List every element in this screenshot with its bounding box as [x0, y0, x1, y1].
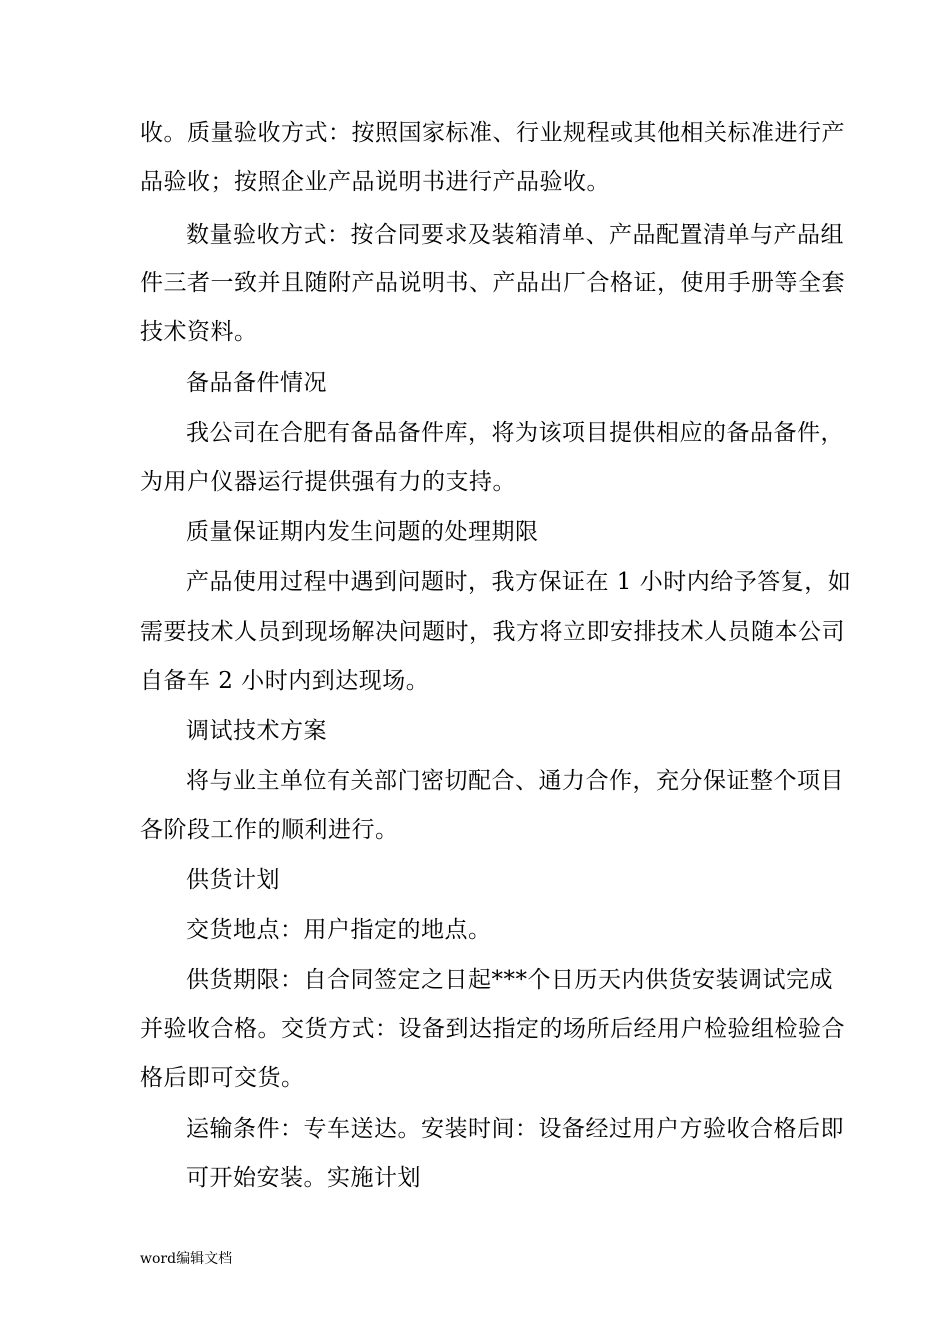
- text-line: 格后即可交货。: [140, 1065, 305, 1091]
- section-heading: 供货计划: [186, 867, 280, 893]
- section-heading: 备品备件情况: [186, 370, 327, 396]
- text-line: 品验收；按照企业产品说明书进行产品验收。: [140, 169, 610, 195]
- text-line: 为用户仪器运行提供强有力的支持。: [140, 469, 516, 495]
- text-line: 我公司在合肥有备品备件库，将为该项目提供相应的备品备件，: [186, 420, 844, 446]
- page-footer: word编辑文档: [140, 1251, 233, 1267]
- section-heading: 调试技术方案: [186, 718, 327, 744]
- text-line: 技术资料。: [140, 319, 258, 345]
- text-line: 运输条件：专车送达。安装时间：设备经过用户方验收合格后即: [186, 1116, 844, 1142]
- section-heading: 质量保证期内发生问题的处理期限: [186, 519, 539, 545]
- text-line: 交货地点：用户指定的地点。: [186, 917, 492, 943]
- text-line: 并验收合格。交货方式：设备到达指定的场所后经用户检验组检验合: [140, 1016, 845, 1042]
- text-line: 供货期限：自合同签定之日起***个日历天内供货安装调试完成: [186, 967, 833, 993]
- text-line: 各阶段工作的顺利进行。: [140, 817, 399, 843]
- text-line: 需要技术人员到现场解决问题时，我方将立即安排技术人员随本公司: [140, 619, 845, 645]
- text-line: 将与业主单位有关部门密切配合、通力合作，充分保证整个项目: [186, 768, 844, 794]
- text-line: 自备车 2 小时内到达现场。: [140, 668, 430, 694]
- text-line: 数量验收方式：按合同要求及装箱清单、产品配置清单与产品组: [186, 222, 844, 248]
- text-line: 可开始安装。实施计划: [186, 1165, 421, 1191]
- text-line: 件三者一致并且随附产品说明书、产品出厂合格证，使用手册等全套: [140, 270, 845, 296]
- text-line: 产品使用过程中遇到问题时，我方保证在 1 小时内给予答复，如: [186, 569, 852, 595]
- text-line: 收。质量验收方式：按照国家标准、行业规程或其他相关标准进行产: [140, 120, 845, 146]
